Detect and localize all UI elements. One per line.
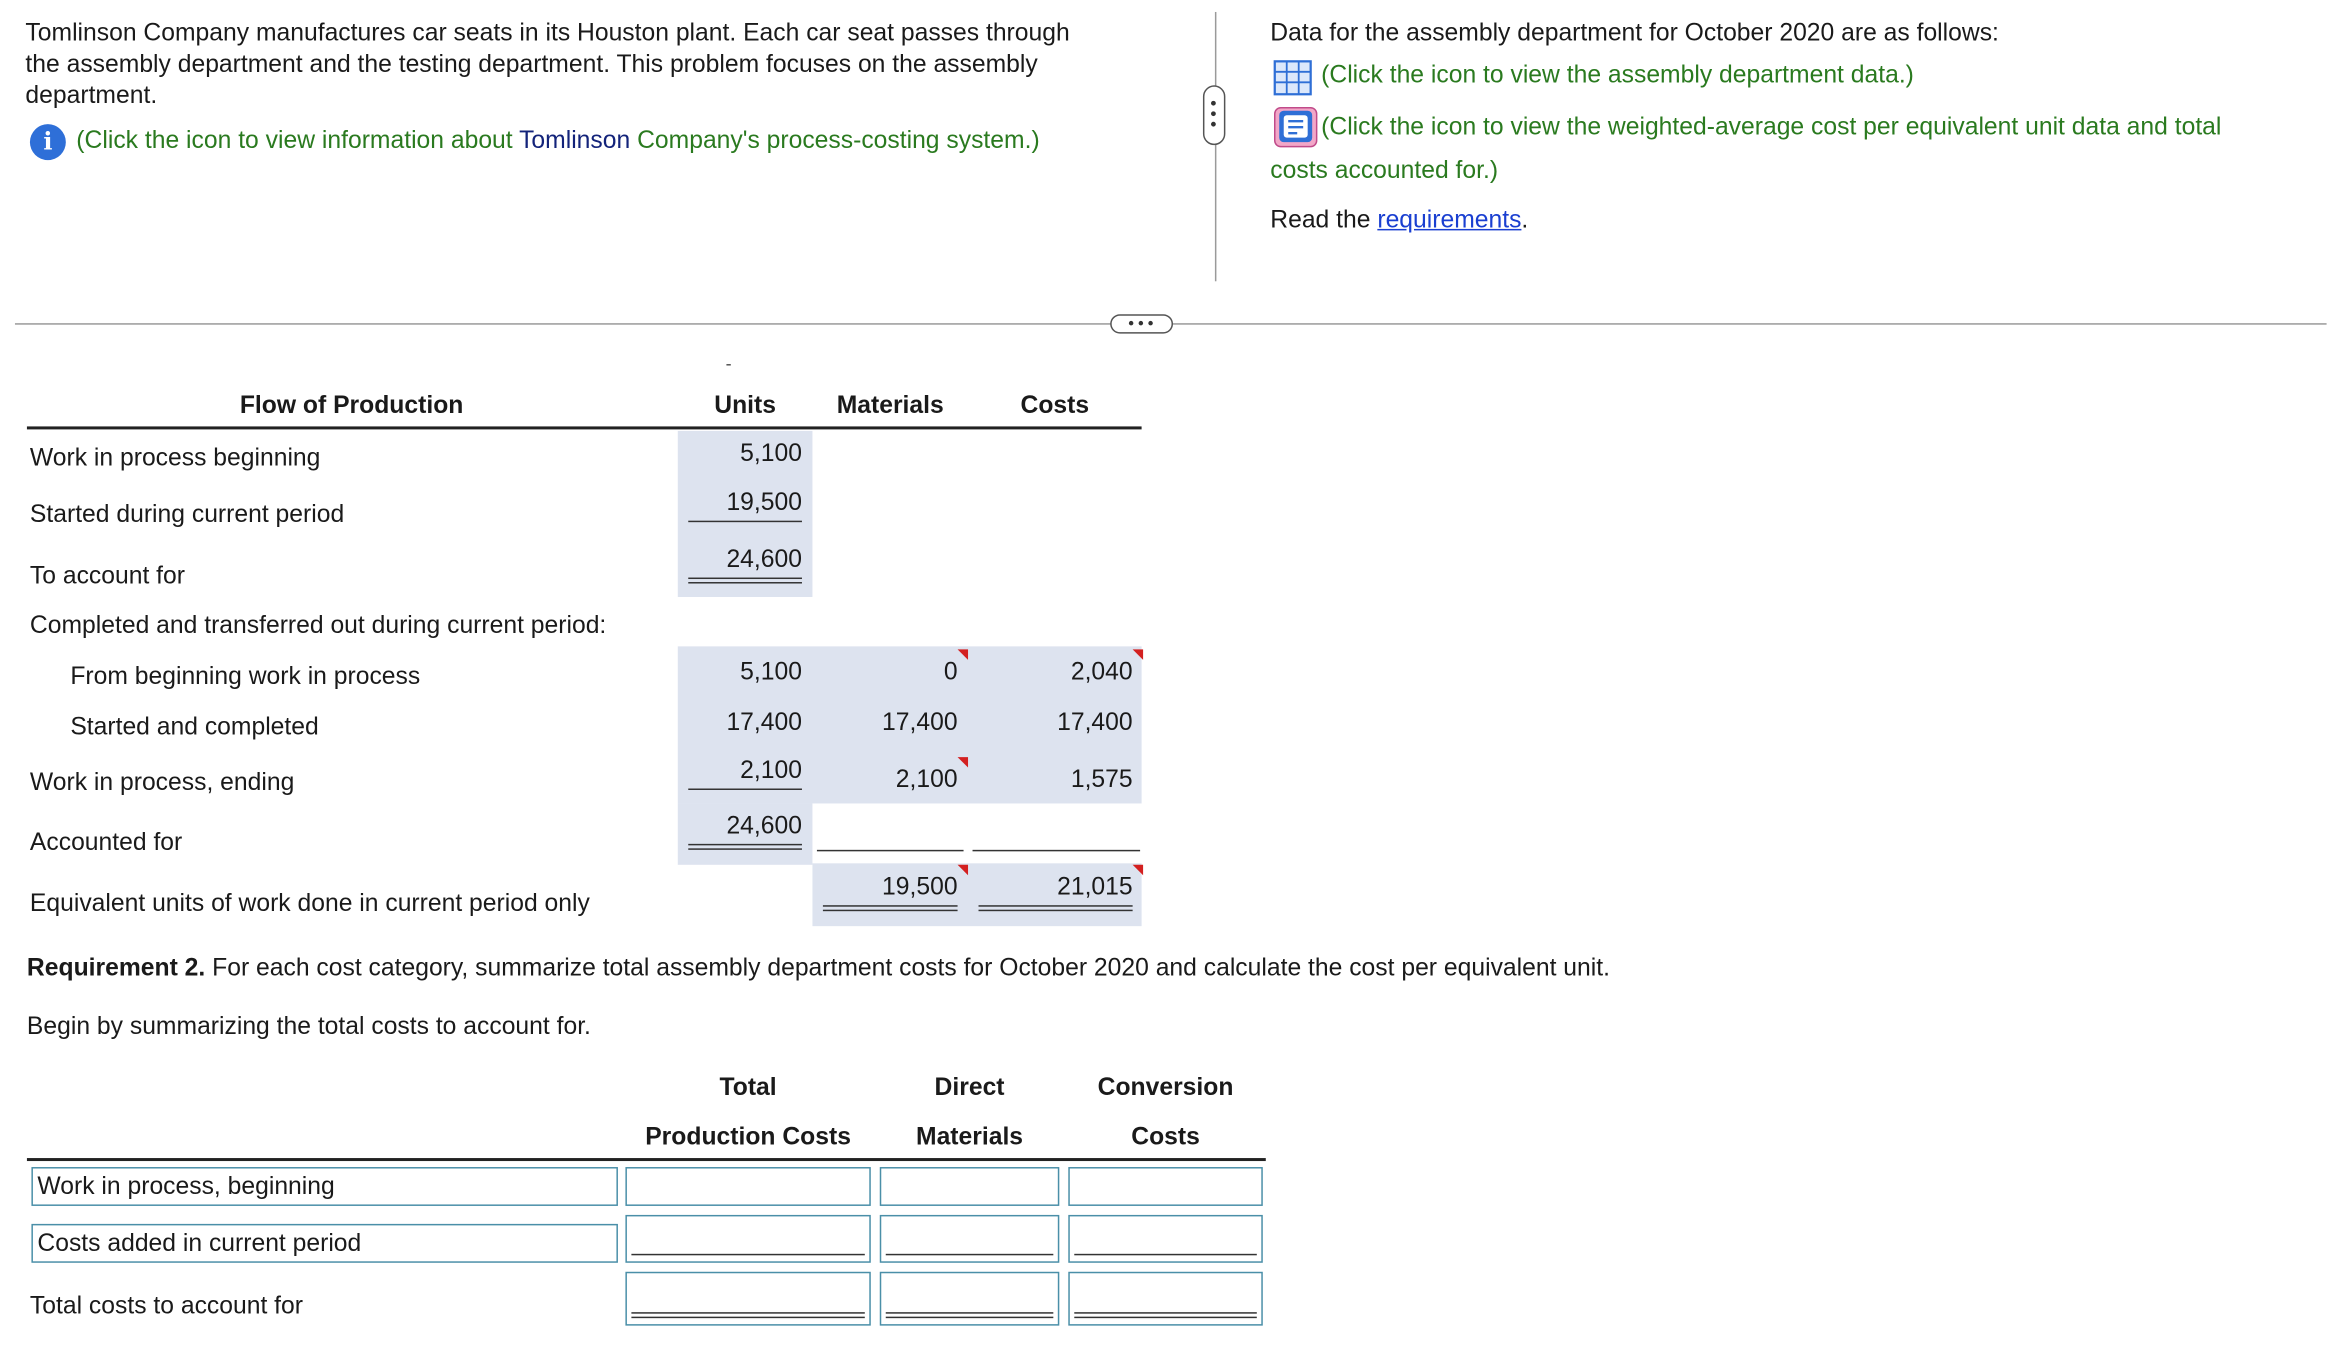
costs-equivalent[interactable]: 21,015	[979, 874, 1133, 911]
units-to-account[interactable]: 24,600	[688, 546, 802, 583]
intro-line-3: department.	[25, 82, 158, 110]
input-total-costs-dm[interactable]	[880, 1272, 1060, 1326]
panel-divider	[1215, 12, 1216, 281]
cost-header-dm-1: Direct	[934, 1074, 1005, 1102]
flag-marker	[958, 865, 968, 875]
units-started[interactable]: 19,500	[688, 489, 802, 522]
intro-line-2: the assembly department and the testing department. This problem focuses on the assembly	[25, 50, 1038, 78]
double-underline	[631, 1312, 864, 1318]
requirement-title: Requirement 2.	[26, 954, 206, 982]
flow-header-units: Units	[714, 392, 776, 419]
cost-header-dm-2: Materials	[916, 1123, 1024, 1151]
costs-started-completed[interactable]: 17,400	[1057, 709, 1133, 737]
flag-marker	[958, 757, 968, 767]
materials-wip-ending[interactable]: 2,100	[895, 766, 958, 793]
intro-text	[25, 18, 1069, 112]
requirement-text: For each cost category, summarize total assembly department costs for October 2020 and calculate the cost per equivalent unit.	[205, 954, 1610, 982]
cost-header-rule	[27, 1158, 1266, 1160]
cost-row-label-total-costs: Total costs to account for	[29, 1292, 304, 1320]
assembly-data-link[interactable]: (Click the icon to view the assembly department data.)	[1321, 61, 1914, 89]
row-label-started: Started during current period	[29, 501, 345, 529]
row-label-accounted: Accounted for	[29, 828, 183, 856]
read-requirements	[1270, 205, 1528, 236]
ellipsis-icon[interactable]	[1112, 316, 1170, 331]
cost-header-cc-2: Costs	[1131, 1123, 1200, 1151]
flag-marker	[958, 649, 968, 659]
intro-line-1: Tomlinson Company manufactures car seats in its Houston plant. Each car seat passes through	[25, 19, 1070, 47]
row-label-completed-heading: Completed and transferred out during current period:	[29, 611, 607, 639]
row-label-started-completed: Started and completed	[70, 713, 319, 741]
info-link[interactable]	[76, 126, 1039, 157]
cost-header-total-2: Production Costs	[645, 1123, 851, 1151]
single-underline	[1074, 1253, 1257, 1255]
requirement-line	[27, 953, 1610, 984]
input-costs-added-total[interactable]	[625, 1215, 870, 1263]
stray-mark: -	[725, 353, 732, 375]
row-label-wip-beginning: Work in process beginning	[29, 444, 321, 472]
info-link-pre[interactable]: (Click the icon to view information about	[76, 127, 520, 155]
weighted-average-link-line-1[interactable]: (Click the icon to view the weighted-average cost per equivalent unit data and total	[1321, 113, 2222, 141]
cost-header-cc-1: Conversion	[1097, 1074, 1234, 1102]
info-link-post[interactable]: Company's process-costing system.)	[630, 127, 1040, 155]
cost-header-total-1: Total	[719, 1074, 777, 1102]
info-link-company[interactable]: Tomlinson	[519, 127, 631, 155]
row-label-equivalent: Equivalent units of work done in current period only	[29, 890, 590, 918]
units-started-completed[interactable]: 17,400	[726, 709, 802, 737]
materials-subtotal-rule	[817, 850, 964, 852]
input-costs-added-dm[interactable]	[880, 1215, 1060, 1263]
costs-wip-ending[interactable]: 1,575	[1070, 766, 1133, 793]
single-underline	[631, 1253, 864, 1255]
double-underline	[1074, 1312, 1257, 1318]
units-wip-beginning[interactable]: 5,100	[740, 439, 802, 467]
double-underline	[886, 1312, 1054, 1318]
info-icon[interactable]: i	[30, 124, 66, 160]
flow-header-rule	[27, 426, 1142, 428]
table-icon[interactable]	[1273, 60, 1312, 96]
weighted-average-link-line-2[interactable]: costs accounted for.)	[1270, 157, 1499, 185]
row-label-wip-ending: Work in process, ending	[29, 769, 295, 796]
book-icon[interactable]	[1273, 105, 1318, 150]
costs-subtotal-rule	[973, 850, 1141, 852]
costs-from-beginning[interactable]: 2,040	[1070, 658, 1133, 686]
flag-marker	[1133, 649, 1143, 659]
flag-marker	[1133, 865, 1143, 875]
input-total-costs-total[interactable]	[625, 1272, 870, 1326]
input-wip-beginning-total[interactable]	[625, 1167, 870, 1206]
cost-row-label-costs-added[interactable]: Costs added in current period	[31, 1224, 618, 1263]
units-from-beginning[interactable]: 5,100	[740, 658, 802, 686]
input-wip-beginning-dm[interactable]	[880, 1167, 1060, 1206]
units-accounted[interactable]: 24,600	[688, 812, 802, 849]
input-wip-beginning-cc[interactable]	[1068, 1167, 1263, 1206]
units-wip-ending[interactable]: 2,100	[688, 757, 802, 790]
materials-started-completed[interactable]: 17,400	[882, 709, 958, 737]
input-costs-added-cc[interactable]	[1068, 1215, 1263, 1263]
input-total-costs-cc[interactable]	[1068, 1272, 1263, 1326]
section-divider-handle[interactable]	[1110, 314, 1173, 333]
single-underline	[886, 1253, 1054, 1255]
data-heading: Data for the assembly department for October 2020 are as follows:	[1270, 19, 1999, 47]
requirement-begin: Begin by summarizing the total costs to account for.	[26, 1012, 591, 1040]
read-prefix: Read the	[1270, 206, 1378, 234]
row-label-to-account: To account for	[29, 562, 185, 590]
row-label-from-beginning: From beginning work in process	[70, 662, 421, 690]
flow-header-costs: Costs	[1020, 392, 1090, 419]
materials-from-beginning[interactable]: 0	[943, 658, 958, 686]
flow-header-label: Flow of Production	[239, 392, 464, 419]
read-suffix: .	[1521, 206, 1529, 234]
more-options-icon[interactable]	[1204, 87, 1222, 142]
materials-equivalent[interactable]: 19,500	[823, 874, 958, 911]
requirements-link[interactable]: requirements	[1377, 206, 1522, 234]
cost-row-label-wip-beginning[interactable]: Work in process, beginning	[31, 1167, 618, 1206]
divider-handle[interactable]	[1203, 85, 1225, 145]
flow-header-materials: Materials	[836, 392, 944, 419]
